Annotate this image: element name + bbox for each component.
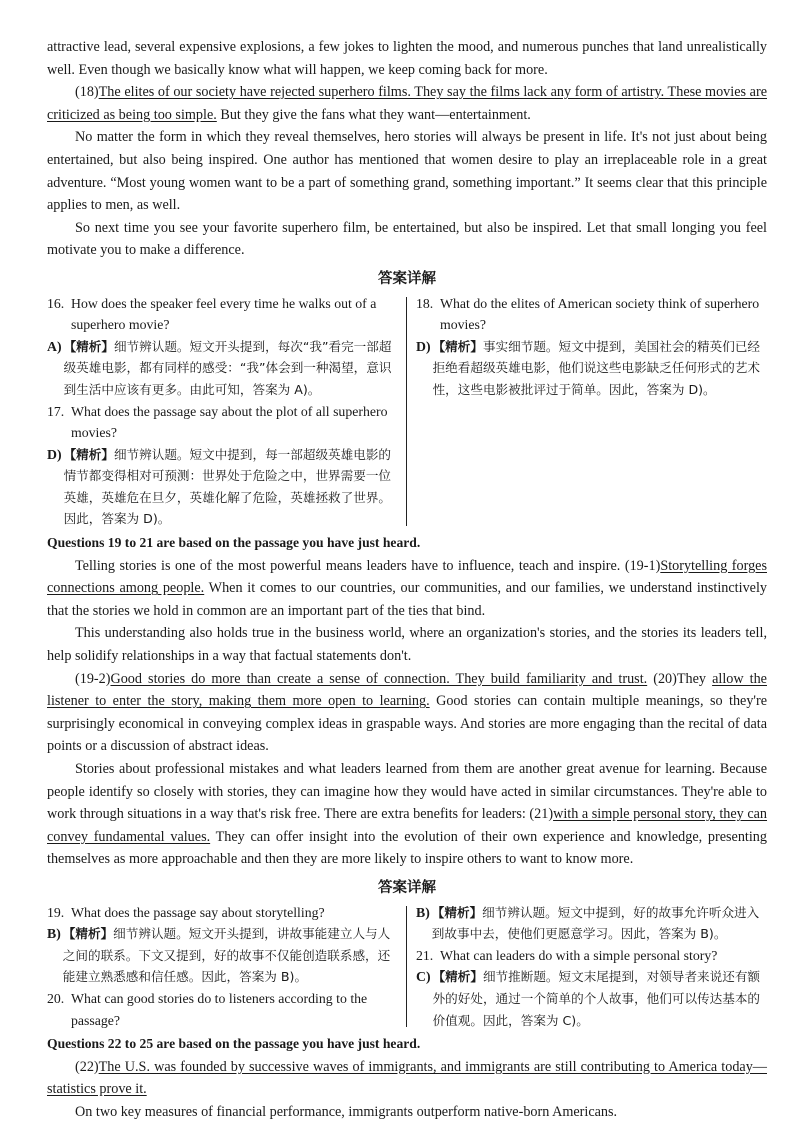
question-marker: (22) xyxy=(75,1058,99,1075)
question-number: 21. xyxy=(416,947,434,963)
passage-paragraph: So next time you see your favorite superhero film, be entertained, but also be inspired. Let that small longing you feel motivate you to make a difference. xyxy=(47,219,767,259)
analysis-tag: 【精析】 xyxy=(63,446,114,462)
answer-columns-1 xyxy=(47,293,767,531)
underlined-answer-19-2: Good stories do more than create a sense of connection. They build familiarity and trust. xyxy=(110,670,648,687)
question-text: How does the speaker feel every time he walks out of a superhero movie? xyxy=(71,295,377,333)
answer-section-title: 答案详解 xyxy=(378,270,436,287)
question-number: 16. xyxy=(47,295,65,311)
analysis-text: 细节辨认题。短文中提到，每一部超级英雄电影的情节都变得相对可预测：世界处于危险之中，世界需要一位英雄，英雄危在旦夕，英雄化解了危险，英雄拯救了世界。因此，答案为 D)。 xyxy=(63,446,391,527)
passage-paragraph xyxy=(47,668,767,758)
underlined-answer-21: with a simple personal story, they can convey fundamental values. xyxy=(47,806,768,845)
question-number: 17. xyxy=(47,403,65,419)
passage-text: Good stories can contain multiple meanings, so they're surprisingly economical in conveying complex ideas in graspable ways. And stories are more engaging than the recital of data points or a discussion of abstract ideas. xyxy=(47,693,768,755)
answer-label: B) xyxy=(47,926,61,942)
passage-text: Stories about professional mistakes and what leaders learned from them are another great avenue for learning. Because people identify so closely with stories, they can imagine how they would have acted in similar circumstances. They're able to work through situations in a way that's risk free. There are extra benefits for leaders: (21) xyxy=(47,761,767,823)
passage-text: They can offer insight into the evolution of their own experience and knowledge, presenting themselves as more approachable and then they are more likely to inspire others to want to know more. xyxy=(47,828,767,868)
question-text: What can leaders do with a simple personal story? xyxy=(440,947,718,963)
section-heading-22-25: Questions 22 to 25 are based on the passage you have just heard. xyxy=(47,1036,421,1052)
analysis-text: 细节辨认题。短文开头提到，每次“我”看完一部超级英雄电影，都有同样的感受：“我”体会到一种渴望，意识到生活中应该有更多。由此可知，答案为 A)。 xyxy=(63,338,392,397)
answer-label: D) xyxy=(47,446,62,462)
question-marker: (18) xyxy=(75,84,99,101)
answer-column-right xyxy=(406,902,767,1032)
question-number: 20. xyxy=(47,990,65,1006)
passage-text: Telling stories is one of the most powerful means leaders have to influence, teach and inspire. (19-1) xyxy=(75,557,661,574)
passage-paragraph xyxy=(47,1056,767,1101)
analysis-text: 细节辨认题。短文开头提到，讲故事能建立人与人之间的联系。下文又提到，好的故事不仅能创造联系感，还能建立熟悉感和信任感。因此，答案为 B)。 xyxy=(62,926,391,985)
question-text: What does the passage say about storytelling? xyxy=(71,904,325,920)
question-19 xyxy=(47,902,398,924)
passage-paragraph: On two key measures of financial performance, immigrants outperform native-born Americans. xyxy=(75,1103,618,1120)
question-16 xyxy=(47,293,398,336)
answer-label: D) xyxy=(416,338,431,354)
answer-column-right xyxy=(406,293,767,531)
passage-paragraph-18 xyxy=(47,81,767,126)
analysis-text: 细节推断题。短文末尾提到，对领导者来说还有额外的好处，通过一个简单的个人故事，他们可以传达基本的价值观。因此，答案为 C)。 xyxy=(432,969,760,1028)
analysis-tag: 【精析】 xyxy=(432,969,483,985)
passage-paragraph: This understanding also holds true in the business world, where an organization's stories, and the stories its leaders tell, help solidify relationships in a way that factual statements don't. xyxy=(47,625,767,665)
question-17 xyxy=(47,401,398,444)
underlined-answer-19-1: Storytelling forges connections among people. xyxy=(47,557,767,597)
answer-columns-2 xyxy=(47,902,767,1032)
question-text: What does the passage say about the plot of all superhero movies? xyxy=(71,403,388,441)
answer-19 xyxy=(47,923,398,988)
question-21 xyxy=(416,945,767,967)
passage-text: But they give the fans what they want—entertainment. xyxy=(216,106,531,123)
document-page xyxy=(47,36,767,1124)
question-number: 18. xyxy=(416,295,434,311)
answer-21 xyxy=(416,966,767,1031)
answer-20 xyxy=(416,902,767,945)
analysis-text: 事实细节题。短文中提到，美国社会的精英们已经拒绝看超级英雄电影，他们说这些电影缺乏任何形式的艺术性，这些电影被批评过于简单。因此，答案为 D)。 xyxy=(432,338,760,397)
answer-label: C) xyxy=(416,969,431,985)
question-18 xyxy=(416,293,767,336)
passage-paragraph: No matter the form in which they reveal themselves, hero stories will always be present in life. It's not just about being entertained, but also being inspired. One author has mentioned that women desire to play an irreplaceable role in a great adventure. “Most young women want to be a part of something grand, something important.” It seems clear that this principle applies to men, as well. xyxy=(47,129,767,214)
answer-label: B) xyxy=(416,904,430,920)
question-text: What can good stories do to listeners according to the passage? xyxy=(71,990,368,1028)
passage-text: When it comes to our countries, our communities, and our families, we understand instinctively that the stories we hold in common are an important part of the ties that bind. xyxy=(47,580,767,619)
passage-text: (20)They xyxy=(647,670,713,687)
underlined-answer-20: allow the listener to enter the story, making them more open to learning. xyxy=(47,670,767,710)
question-20 xyxy=(47,988,398,1031)
analysis-tag: 【精析】 xyxy=(431,904,483,920)
answer-column-left xyxy=(47,293,406,531)
passage-paragraph xyxy=(47,758,767,871)
column-divider xyxy=(406,297,407,527)
answer-16 xyxy=(47,336,398,401)
answer-column-left xyxy=(47,902,406,1032)
question-number: 19. xyxy=(47,904,65,920)
question-text: What do the elites of American society think of superhero movies? xyxy=(440,295,760,333)
answer-17 xyxy=(47,444,398,530)
answer-18 xyxy=(416,336,767,401)
analysis-tag: 【精析】 xyxy=(432,338,483,354)
column-divider xyxy=(406,906,407,1028)
underlined-answer-22: The U.S. was founded by successive waves of immigrants, and immigrants are still contributing to America today—statistics prove it. xyxy=(47,1058,767,1098)
analysis-tag: 【精析】 xyxy=(62,926,114,942)
section-heading-19-21: Questions 19 to 21 are based on the passage you have just heard. xyxy=(47,535,421,551)
passage-paragraph: attractive lead, several expensive explosions, a few jokes to lighten the mood, and numerous punches that land unrealistically well. Even though we basically know what will happen, we keep coming back for more. xyxy=(47,39,767,78)
analysis-text: 细节辨认题。短文中提到，好的故事允许听众进入到故事中去，使他们更愿意学习。因此，答案为 B)。 xyxy=(431,904,760,942)
passage-paragraph xyxy=(47,555,767,623)
question-marker: (19-2) xyxy=(75,670,111,687)
analysis-tag: 【精析】 xyxy=(63,338,114,354)
underlined-answer-18: The elites of our society have rejected superhero films. They say the films lack any form of artistry. These movies are criticized as being too simple. xyxy=(47,84,767,123)
answer-label: A) xyxy=(47,338,62,354)
answer-section-title: 答案详解 xyxy=(378,879,436,896)
